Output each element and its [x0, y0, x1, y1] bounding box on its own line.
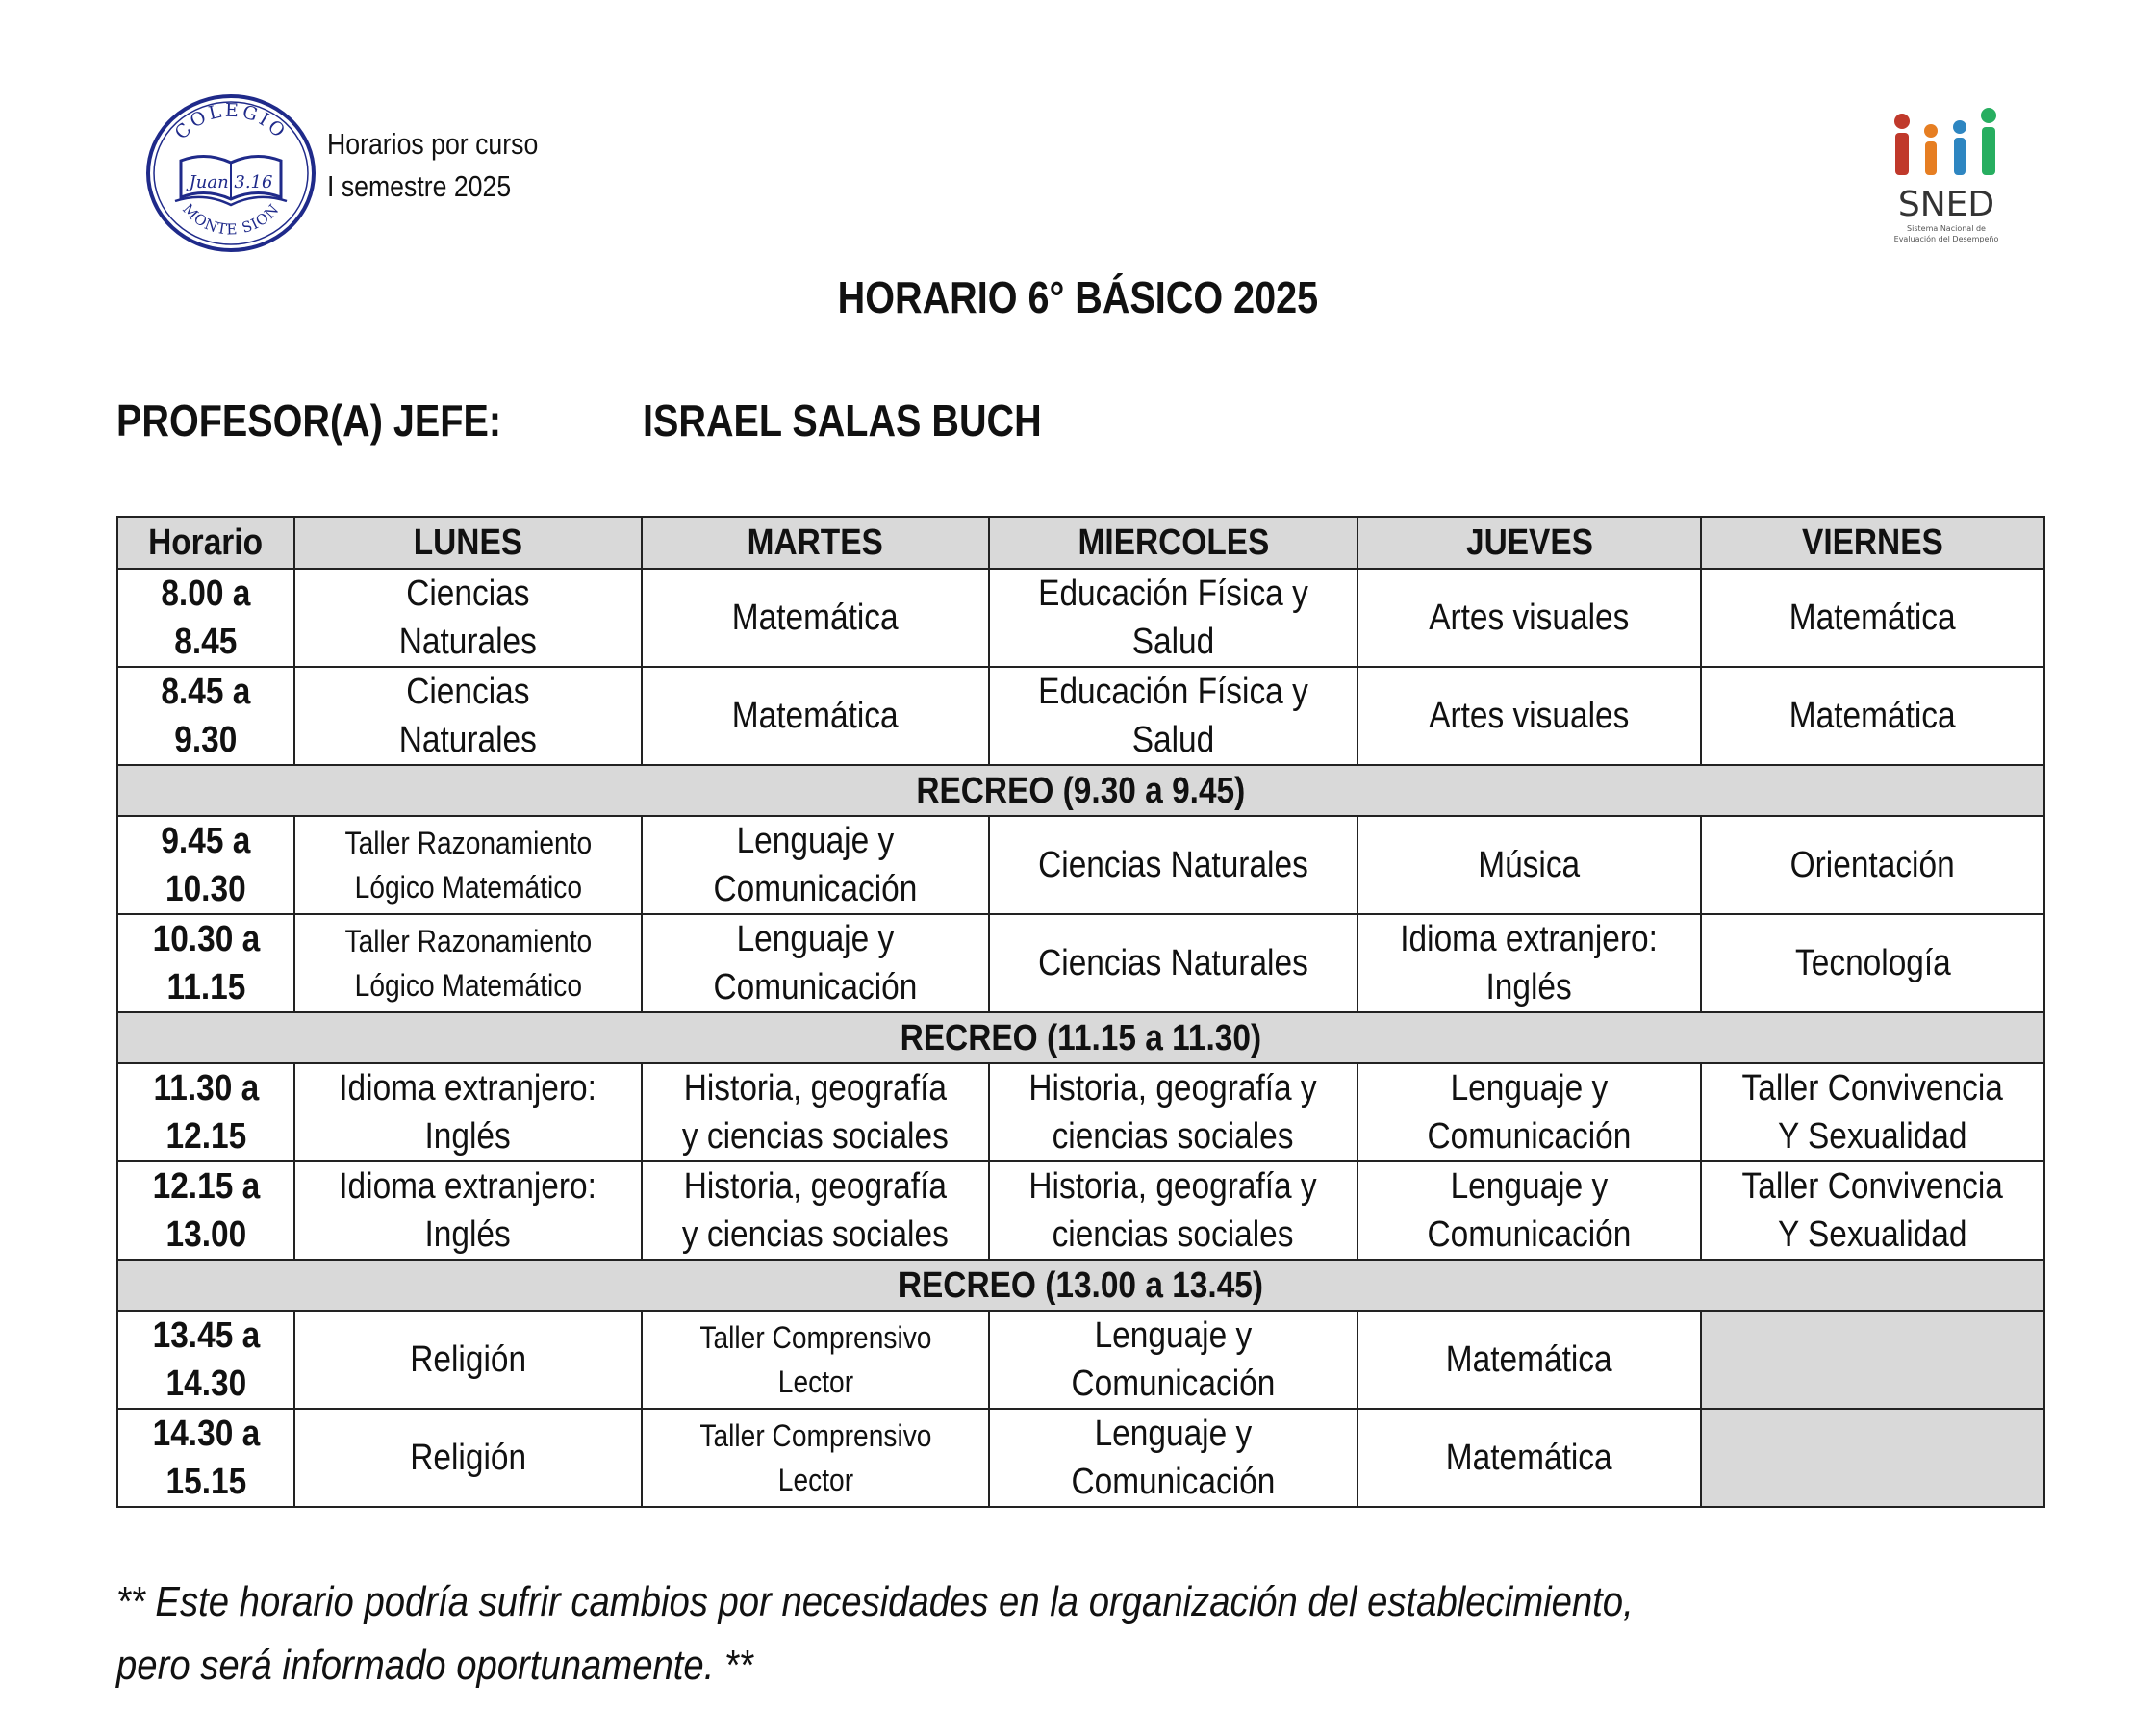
time-label: 12.15 a 13.00	[152, 1166, 260, 1255]
time-cell	[117, 569, 294, 667]
break-label: RECREO (11.15 a 11.30)	[900, 1017, 1262, 1058]
break-row	[117, 1260, 2044, 1311]
empty-cell	[1701, 1409, 2044, 1507]
logo-bottom-text: MONTE SION	[179, 200, 283, 239]
break-label: RECREO (13.00 a 13.45)	[898, 1264, 1264, 1306]
footnote-line-1: ** Este horario podría sufrir cambios por necesidades en la organización del establecimiento,	[116, 1578, 1634, 1625]
subject-cell	[989, 1409, 1357, 1507]
colegio-logo	[144, 93, 317, 253]
subject-cell	[1701, 569, 2044, 667]
subject-label: Música	[1478, 845, 1581, 885]
subject-cell	[1701, 1161, 2044, 1260]
subject-cell	[989, 569, 1357, 667]
sned-subtitle-2: Evaluación del Desempeño	[1893, 235, 1999, 243]
time-cell	[117, 1063, 294, 1161]
time-label: 13.45 a 14.30	[152, 1315, 260, 1404]
table-row	[117, 816, 2044, 914]
time-cell	[117, 914, 294, 1012]
subject-cell	[989, 816, 1357, 914]
footnote	[116, 1570, 1860, 1697]
subject-label: Lenguaje y Comunicación	[713, 919, 918, 1007]
subject-label: Ciencias Naturales	[1038, 845, 1308, 885]
table-row	[117, 1063, 2044, 1161]
break-row	[117, 1012, 2044, 1063]
column-header-martes	[642, 517, 989, 569]
column-header-label: LUNES	[413, 522, 523, 563]
empty-cell	[1701, 1311, 2044, 1409]
subject-label: Taller Razonamiento Lógico Matemático	[344, 924, 592, 1003]
column-header-label: JUEVES	[1465, 522, 1593, 563]
table-row	[117, 1311, 2044, 1409]
schedule-table	[116, 516, 2045, 1508]
logo-book-text: Juan 3.16	[189, 172, 273, 192]
subject-label: Ciencias Naturales	[398, 672, 538, 760]
subject-label: Taller Razonamiento Lógico Matemático	[344, 826, 592, 905]
subject-label: Lenguaje y Comunicación	[1071, 1315, 1276, 1404]
subject-label: Taller Convivencia Y Sexualidad	[1741, 1166, 2004, 1255]
subject-label: Educación Física y Salud	[1038, 672, 1308, 760]
header-line-2: I semestre 2025	[327, 169, 512, 203]
subject-cell	[642, 1063, 989, 1161]
subject-cell	[294, 1161, 642, 1260]
table-body	[117, 569, 2044, 1507]
subject-cell	[1357, 1409, 1701, 1507]
header-line-1: Horarios por curso	[327, 127, 539, 161]
subject-label: Matemática	[732, 696, 899, 736]
subject-cell	[642, 816, 989, 914]
header-text	[327, 123, 572, 208]
time-label: 10.30 a 11.15	[152, 919, 260, 1007]
subject-cell	[1701, 667, 2044, 765]
teacher-label: PROFESOR(A) JEFE:	[116, 395, 502, 446]
column-header-jueves	[1357, 517, 1701, 569]
subject-label: Historia, geografía y ciencias sociales	[1028, 1068, 1318, 1157]
subject-cell	[294, 1063, 642, 1161]
subject-label: Ciencias Naturales	[398, 574, 538, 662]
subject-label: Idioma extranjero: Inglés	[339, 1068, 597, 1157]
table-header-row	[117, 517, 2044, 569]
subject-cell	[1701, 914, 2044, 1012]
subject-cell	[989, 1161, 1357, 1260]
subject-label: Matemática	[1446, 1438, 1612, 1478]
subject-label: Artes visuales	[1429, 696, 1630, 736]
subject-cell	[642, 667, 989, 765]
subject-cell	[1357, 667, 1701, 765]
subject-label: Taller Comprensivo Lector	[698, 1320, 932, 1399]
sned-logo	[1881, 102, 2016, 246]
subject-label: Historia, geografía y ciencias sociales	[682, 1166, 949, 1255]
subject-label: Religión	[410, 1339, 526, 1380]
break-row	[117, 765, 2044, 816]
table-row	[117, 667, 2044, 765]
sned-figures-icon	[1894, 108, 1996, 175]
break-cell	[117, 1260, 2044, 1311]
subject-label: Lenguaje y Comunicación	[713, 821, 918, 909]
subject-cell	[1701, 1063, 2044, 1161]
time-cell	[117, 1409, 294, 1507]
column-header-label: Horario	[148, 522, 264, 563]
subject-label: Lenguaje y Comunicación	[1427, 1166, 1632, 1255]
break-cell	[117, 765, 2044, 816]
subject-label: Orientación	[1789, 845, 1955, 885]
subject-cell	[1357, 1311, 1701, 1409]
time-label: 11.30 a 12.15	[153, 1068, 259, 1157]
subject-label: Artes visuales	[1429, 598, 1630, 638]
subject-cell	[989, 1063, 1357, 1161]
subject-cell	[294, 816, 642, 914]
table-row	[117, 569, 2044, 667]
column-header-label: MIERCOLES	[1078, 522, 1269, 563]
subject-label: Matemática	[1789, 696, 1956, 736]
time-label: 9.45 a 10.30	[161, 821, 251, 909]
subject-label: Tecnología	[1794, 943, 1951, 983]
subject-cell	[989, 1311, 1357, 1409]
column-header-lunes	[294, 517, 642, 569]
time-cell	[117, 667, 294, 765]
subject-cell	[294, 667, 642, 765]
subject-cell	[294, 1409, 642, 1507]
subject-label: Historia, geografía y ciencias sociales	[1028, 1166, 1318, 1255]
subject-cell	[642, 569, 989, 667]
subject-cell	[1701, 816, 2044, 914]
subject-cell	[1357, 816, 1701, 914]
subject-cell	[642, 1409, 989, 1507]
subject-label: Matemática	[732, 598, 899, 638]
subject-cell	[1357, 569, 1701, 667]
subject-cell	[294, 1311, 642, 1409]
time-cell	[117, 1311, 294, 1409]
time-label: 14.30 a 15.15	[152, 1414, 260, 1502]
subject-cell	[1357, 914, 1701, 1012]
subject-label: Taller Comprensivo Lector	[698, 1418, 932, 1497]
subject-cell	[642, 914, 989, 1012]
subject-label: Religión	[410, 1438, 526, 1478]
table-row	[117, 1409, 2044, 1507]
subject-label: Matemática	[1446, 1339, 1612, 1380]
break-label: RECREO (9.30 a 9.45)	[916, 770, 1246, 811]
time-label: 8.45 a 9.30	[161, 672, 251, 760]
subject-label: Lenguaje y Comunicación	[1071, 1414, 1276, 1502]
table-row	[117, 914, 2044, 1012]
column-header-viernes	[1701, 517, 2044, 569]
subject-label: Matemática	[1789, 598, 1956, 638]
teacher-name: ISRAEL SALAS BUCH	[643, 395, 1042, 446]
page-title-text: HORARIO 6° BÁSICO 2025	[837, 272, 1319, 322]
column-header-label: MARTES	[747, 522, 884, 563]
subject-label: Lenguaje y Comunicación	[1427, 1068, 1632, 1157]
logo-top-text: COLEGIO	[170, 99, 292, 144]
column-header-miercoles	[989, 517, 1357, 569]
sned-name: SNED	[1897, 185, 1995, 224]
subject-cell	[294, 914, 642, 1012]
subject-cell	[642, 1161, 989, 1260]
time-cell	[117, 816, 294, 914]
subject-cell	[1357, 1161, 1701, 1260]
subject-label: Educación Física y Salud	[1038, 574, 1308, 662]
subject-label: Taller Convivencia Y Sexualidad	[1741, 1068, 2004, 1157]
subject-cell	[642, 1311, 989, 1409]
time-label: 8.00 a 8.45	[161, 574, 251, 662]
subject-cell	[989, 914, 1357, 1012]
subject-label: Idioma extranjero: Inglés	[339, 1166, 597, 1255]
time-cell	[117, 1161, 294, 1260]
subject-cell	[1357, 1063, 1701, 1161]
column-header-label: VIERNES	[1802, 522, 1943, 563]
break-cell	[117, 1012, 2044, 1063]
subject-label: Ciencias Naturales	[1038, 943, 1308, 983]
subject-cell	[989, 667, 1357, 765]
column-header-horario	[117, 517, 294, 569]
table-row	[117, 1161, 2044, 1260]
subject-label: Historia, geografía y ciencias sociales	[682, 1068, 949, 1157]
page-title	[0, 271, 2156, 323]
sned-subtitle-1: Sistema Nacional de	[1907, 224, 1986, 233]
footnote-line-2: pero será informado oportunamente. **	[116, 1642, 753, 1689]
subject-label: Idioma extranjero: Inglés	[1400, 919, 1659, 1007]
subject-cell	[294, 569, 642, 667]
